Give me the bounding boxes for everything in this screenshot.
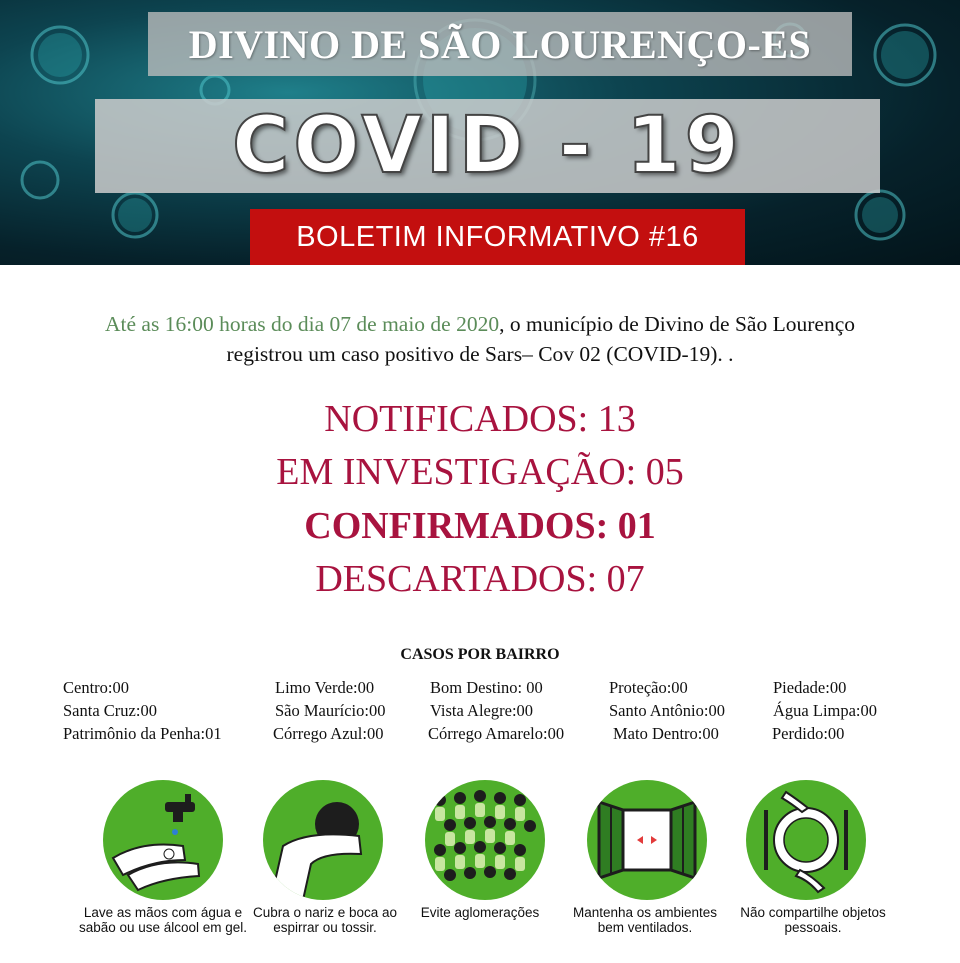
title-box: [148, 12, 852, 76]
tip-caption: Não compartilhe objetos pessoais.: [740, 905, 886, 935]
plate-cutlery-icon: [746, 780, 866, 900]
intro-text-2: registrou um caso positivo de Sars– Cov 02 (COVID-19). .: [226, 342, 734, 366]
tip-caption: Evite aglomerações: [420, 905, 540, 920]
crowd-icon: [425, 780, 545, 900]
bulletin-label: BOLETIM INFORMATIVO #16: [296, 220, 699, 253]
bairro-item: Santo Antônio:00: [609, 701, 725, 720]
bairro-item: Proteção:00: [609, 678, 688, 697]
bulletin-box: [250, 209, 745, 265]
bairro-item: Vista Alegre:00: [430, 701, 534, 720]
intro-text-1: , o município de Divino de São Lourenço: [499, 312, 855, 336]
municipality-title: DIVINO DE SÃO LOURENÇO-ES: [188, 21, 812, 67]
stat-descartados: DESCARTADOS: 07: [315, 558, 645, 600]
hand-wash-icon: [103, 780, 223, 900]
bairro-item: Bom Destino: 00: [430, 678, 543, 697]
covid-banner-text: COVID - 19: [232, 101, 743, 191]
bairro-item: Córrego Amarelo:00: [428, 724, 565, 743]
header-banner: [0, 0, 960, 265]
intro-paragraph: [20, 309, 940, 369]
intro-date: Até as 16:00 horas do dia 07 de maio de 2020: [105, 312, 500, 336]
covid-banner-box: [95, 99, 880, 193]
tip-caption: Mantenha os ambientes bem ventilados.: [572, 905, 718, 935]
stat-notificados: NOTIFICADOS: 13: [324, 398, 636, 440]
tip-caption: Lave as mãos com água e sabão ou use álcool em gel.: [78, 905, 248, 935]
bairros-title: CASOS POR BAIRRO: [400, 646, 560, 663]
bairro-item: Córrego Azul:00: [273, 724, 384, 743]
bairro-item: Mato Dentro:00: [613, 724, 719, 743]
bairro-item: Patrimônio da Penha:01: [63, 724, 222, 743]
bairro-item: Santa Cruz:00: [63, 701, 157, 720]
cough-elbow-icon: [263, 780, 383, 900]
bairro-item: São Maurício:00: [275, 701, 386, 720]
bairro-item: Piedade:00: [773, 678, 847, 697]
bairro-item: Água Limpa:00: [773, 701, 878, 720]
stat-investigacao: EM INVESTIGAÇÃO: 05: [276, 451, 684, 493]
stat-confirmados: CONFIRMADOS: 01: [304, 505, 656, 547]
bairro-item: Limo Verde:00: [275, 678, 375, 697]
open-window-icon: [587, 780, 707, 900]
tip-caption: Cubra o nariz e boca ao espirrar ou tossir.: [252, 905, 398, 935]
bairro-item: Perdido:00: [772, 724, 845, 743]
bairro-item: Centro:00: [63, 678, 129, 697]
